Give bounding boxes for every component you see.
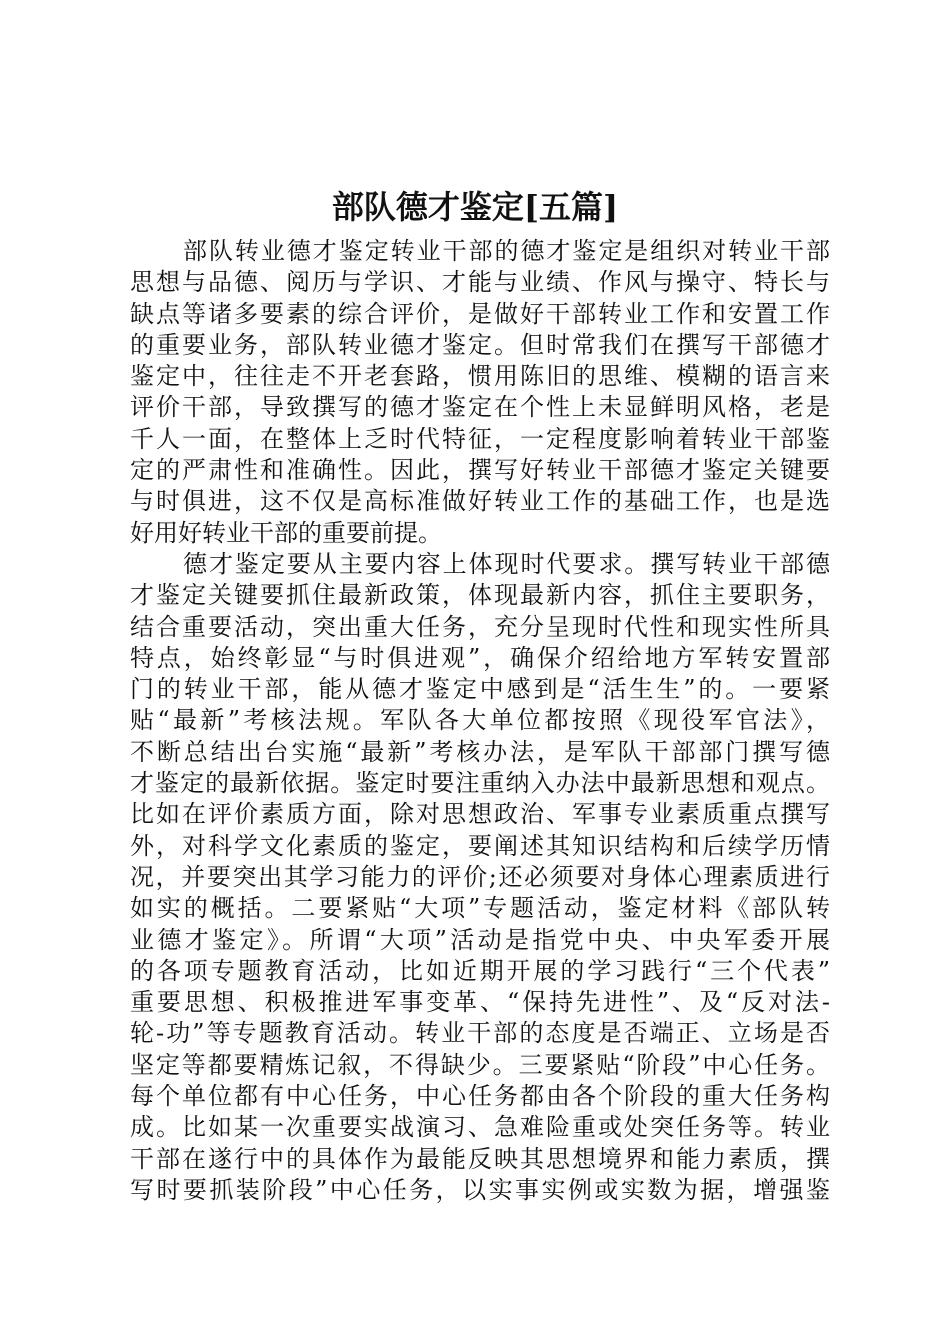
text-line: 如实的概括。二要紧贴“大项”专题活动，鉴定材料《部队转 (130, 894, 830, 923)
text-line: 鉴定中，往往走不开老套路，惯用陈旧的思维、模糊的语言来 (130, 362, 830, 391)
paragraph-1 (130, 236, 830, 549)
document-title: 部队德才鉴定[五篇] (331, 188, 619, 226)
text-line: 重要思想、积极推进军事变革、“保持先进性”、及“反对法- (130, 988, 830, 1017)
text-line: 业德才鉴定》。所谓“大项”活动是指党中央、中央军委开展 (130, 925, 830, 954)
text-line: 结合重要活动，突出重大任务，充分呈现时代性和现实性所具 (130, 612, 830, 641)
text-line: 思想与品德、阅历与学识、才能与业绩、作风与操守、特长与 (130, 268, 830, 297)
text-line: 门的转业干部，能从德才鉴定中感到是“活生生”的。一要紧 (130, 675, 830, 704)
text-line: 不断总结出台实施“最新”考核办法，是军队干部部门撰写德 (130, 737, 830, 766)
text-line: 评价干部，导致撰写的德才鉴定在个性上未显鲜明风格，老是 (130, 393, 830, 422)
paragraph-2 (130, 549, 830, 1206)
text-line: 写时要抓装阶段”中心任务，以实事实例或实数为据，增强鉴 (130, 1175, 830, 1204)
text-line: 的重要业务，部队转业德才鉴定。但时常我们在撰写干部德才 (130, 330, 830, 359)
text-line: 才鉴定的最新依据。鉴定时要注重纳入办法中最新思想和观点。 (130, 769, 830, 798)
document-body (130, 236, 830, 1206)
text-line: 部队转业德才鉴定转业干部的德才鉴定是组织对转业干部 (183, 237, 830, 265)
text-line: 比如在评价素质方面，除对思想政治、军事专业素质重点撰写 (130, 800, 830, 829)
text-line: 干部在遂行中的具体作为最能反映其思想境界和能力素质，撰 (130, 1144, 830, 1173)
text-line: 坚定等都要精炼记叙，不得缺少。三要紧贴“阶段”中心任务。 (130, 1050, 830, 1079)
text-line: 好用好转业干部的重要前提。 (130, 518, 442, 547)
text-line: 况，并要突出其学习能力的评价;还必须要对身体心理素质进行 (130, 862, 830, 891)
text-line: 德才鉴定要从主要内容上体现时代要求。撰写转业干部德 (183, 549, 830, 578)
text-line: 成。比如某一次重要实战演习、急难险重或处突任务等。转业 (130, 1113, 830, 1142)
text-line: 外，对科学文化素质的鉴定，要阐述其知识结构和后续学历情 (130, 831, 830, 860)
text-line: 特点，始终彰显“与时俱进观”，确保介绍给地方军转安置部 (130, 643, 830, 672)
text-line: 轮-功”等专题教育活动。转业干部的态度是否端正、立场是否 (130, 1019, 830, 1048)
text-line: 每个单位都有中心任务，中心任务都由各个阶段的重大任务构 (130, 1082, 830, 1111)
text-line: 的各项专题教育活动，比如近期开展的学习践行“三个代表” (130, 956, 830, 985)
text-line: 定的严肃性和准确性。因此，撰写好转业干部德才鉴定关键要 (130, 456, 830, 485)
text-line: 贴“最新”考核法规。军队各大单位都按照《现役军官法》， (130, 706, 830, 735)
text-line: 与时俱进，这不仅是高标准做好转业工作的基础工作，也是选 (130, 487, 830, 516)
text-line: 才鉴定关键要抓住最新政策，体现最新内容，抓住主要职务， (130, 581, 830, 610)
text-line: 千人一面，在整体上乏时代特征，一定程度影响着转业干部鉴 (130, 424, 830, 453)
text-line: 缺点等诸多要素的综合评价，是做好干部转业工作和安置工作 (130, 299, 830, 328)
